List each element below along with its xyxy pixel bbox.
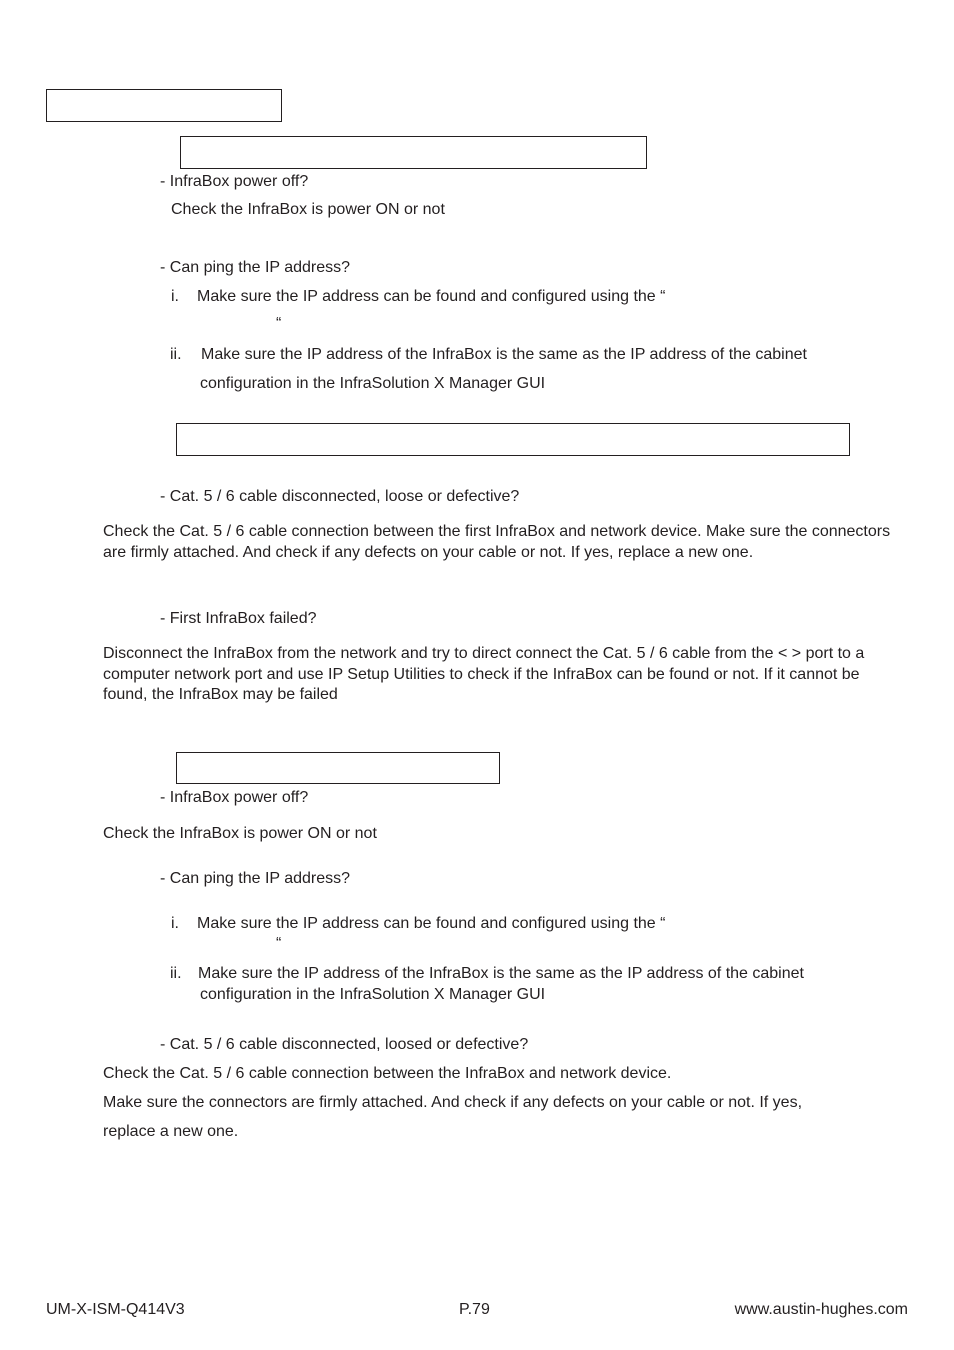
- answer-cable-line3: replace a new one.: [103, 1123, 239, 1140]
- list-marker-i-2: i.: [171, 915, 179, 932]
- subsection-heading-box-3: [176, 752, 500, 784]
- list-item-ii-line2: configuration in the InfraSolution X Manager GUI: [200, 375, 546, 392]
- answer-cable-line1: Check the Cat. 5 / 6 cable connection between the InfraBox and network device.: [103, 1065, 672, 1082]
- list-item-ii-line1-2: Make sure the IP address of the InfraBox is the same as the IP address of the cabinet: [198, 965, 804, 982]
- question-cable: - Cat. 5 / 6 cable disconnected, loose or defective?: [160, 488, 520, 505]
- answer-cable-check: Check the Cat. 5 / 6 cable connection between the first InfraBox and network device. Make sure the connectors are firmly attached. And check if any defects on your cable or not. If yes, replace a new one.: [103, 523, 891, 561]
- answer-cable-line2: Make sure the connectors are firmly attached. And check if any defects on your cable or not. If yes,: [103, 1094, 803, 1111]
- list-item-i-text-2: Make sure the IP address can be found and configured using the “: [197, 915, 666, 932]
- list-marker-ii: ii.: [170, 346, 182, 363]
- question-first-infrabox: - First InfraBox failed?: [160, 610, 317, 627]
- list-item-i-continuation-2: “: [276, 935, 282, 952]
- question-ping: - Can ping the IP address?: [160, 259, 351, 276]
- question-ping-2: - Can ping the IP address?: [160, 870, 351, 887]
- list-marker-ii-2: ii.: [170, 965, 182, 982]
- subsection-heading-box-1: [180, 136, 647, 169]
- question-cable-2: - Cat. 5 / 6 cable disconnected, loosed or defective?: [160, 1036, 529, 1053]
- section-heading-box: [46, 89, 282, 122]
- footer-page-number: P.79: [459, 1301, 490, 1318]
- answer-power-check-2: Check the InfraBox is power ON or not: [103, 825, 377, 842]
- list-item-ii-line2-2: configuration in the InfraSolution X Manager GUI: [200, 986, 546, 1003]
- list-item-ii-line1: Make sure the IP address of the InfraBox is the same as the IP address of the cabinet: [201, 346, 807, 363]
- subsection-heading-box-2: [176, 423, 850, 456]
- list-item-i-text: Make sure the IP address can be found and configured using the “: [197, 288, 666, 305]
- footer-doc-id: UM-X-ISM-Q414V3: [46, 1301, 185, 1318]
- list-item-i-continuation: “: [276, 315, 282, 332]
- footer-website: www.austin-hughes.com: [734, 1301, 908, 1318]
- question-power-off-2: - InfraBox power off?: [160, 789, 309, 806]
- answer-first-infrabox: Disconnect the InfraBox from the network and try to direct connect the Cat. 5 / 6 cable from the < > port to a computer network port and use IP Setup Utilities to check if the InfraBox can be found or not. If it cannot be found, the InfraBox may be failed: [103, 645, 865, 703]
- list-marker-i: i.: [171, 288, 179, 305]
- question-power-off: - InfraBox power off?: [160, 173, 309, 190]
- answer-power-check: Check the InfraBox is power ON or not: [171, 201, 445, 218]
